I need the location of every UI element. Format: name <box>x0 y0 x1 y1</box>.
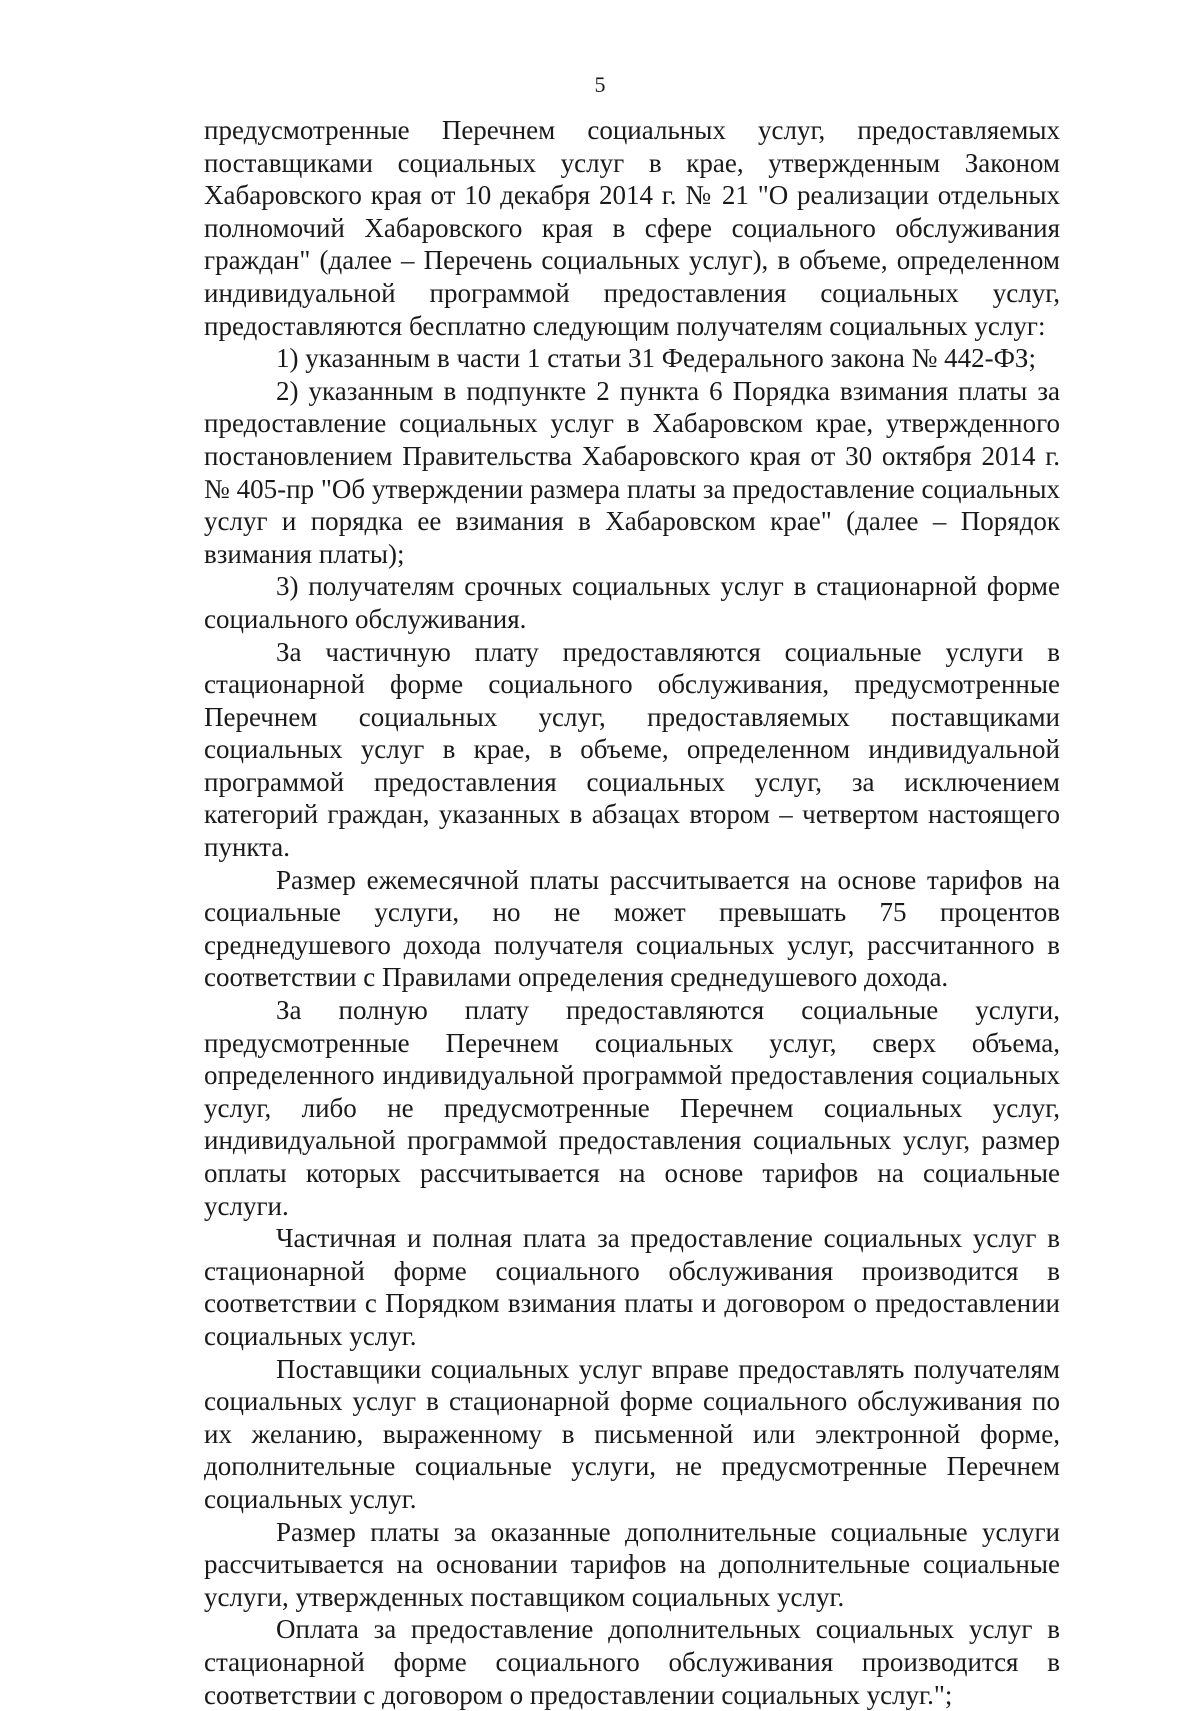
list-item-3: 3) получателям срочных социальных услуг в стационарной форме социального обслуживания. <box>204 571 1060 634</box>
paragraph-additional-fee: Размер платы за оказанные дополнительные социальные услуги рассчитывается на основании тарифов на дополнительные социальные услуги, утвержденных поставщиком социальных услуг. <box>204 1516 1060 1612</box>
paragraph-additional-payment: Оплата за предоставление дополнительных социальных услуг в стационарной форме социального обслуживания производится в соответствии с договором о предоставлении социальных услуг."; <box>204 1614 1060 1710</box>
paragraph-additional-services: Поставщики социальных услуг вправе предоставлять получателям социальных услуг в стационарной форме социального обслуживания по их желанию, выраженному в письменной или электронной форме, дополнительные социальные услуги, не предусмотренные Перечнем социальных услуг. <box>204 1353 1060 1514</box>
paragraph-monthly-fee: Размер ежемесячной платы рассчитывается на основе тарифов на социальные услуги, но не может превышать 75 процентов среднедушевого дохода получателя социальных услуг, рассчитанного в соответствии с Правилами определения среднедушевого дохода. <box>204 864 1060 993</box>
paragraph-continuation: предусмотренные Перечнем социальных услуг, предоставляемых поставщиками социальных услуг в крае, утвержденным Законом Хабаровского края от 10 декабря 2014 г. № 21 "О реализации отдельных полномочий Хабаровского края в сфере социального обслуживания граждан" (далее – Перечень социальных услуг), в объеме, определенном индивидуальной программой предоставления социальных услуг, предоставляются бесплатно следующим получателям социальных услуг: <box>204 115 1060 341</box>
paragraph-payment-procedure: Частичная и полная плата за предоставление социальных услуг в стационарной форме социального обслуживания производится в соответствии с Порядком взимания платы и договором о предоставлении социальных услуг. <box>204 1223 1060 1351</box>
page-number: 5 <box>594 72 606 97</box>
paragraph-partial-payment: За частичную плату предоставляются социальные услуги в стационарной форме социального обслуживания, предусмотренные Перечнем социальных услуг, предоставляемых поставщиками социальных услуг в крае, в объеме, определенном индивидуальной программой предоставления социальных услуг, за исключением категорий граждан, указанных в абзацах втором – четвертом настоящего пункта. <box>204 636 1060 863</box>
list-item-1: 1) указанным в части 1 статьи 31 Федерального закона № 442-ФЗ; <box>276 343 1036 374</box>
list-item-2: 2) указанным в подпункте 2 пункта 6 Порядка взимания платы за предоставление социальных услуг в Хабаровском крае, утвержденного постановлением Правительства Хабаровского края от 30 октября 2014 г. № 405-пр "Об утверждении размера платы за предоставление социальных услуг и порядка ее взимания в Хабаровском крае" (далее – Порядок взимания платы); <box>204 375 1060 569</box>
document-body <box>204 114 1060 1711</box>
paragraph-full-payment: За полную плату предоставляются социальные услуги, предусмотренные Перечнем социальных услуг, сверх объема, определенного индивидуальной программой предоставления социальных услуг, либо не предусмотренные Перечнем социальных услуг, индивидуальной программой предоставления социальных услуг, размер оплаты которых рассчитывается на основе тарифов на социальные услуги. <box>204 995 1060 1221</box>
